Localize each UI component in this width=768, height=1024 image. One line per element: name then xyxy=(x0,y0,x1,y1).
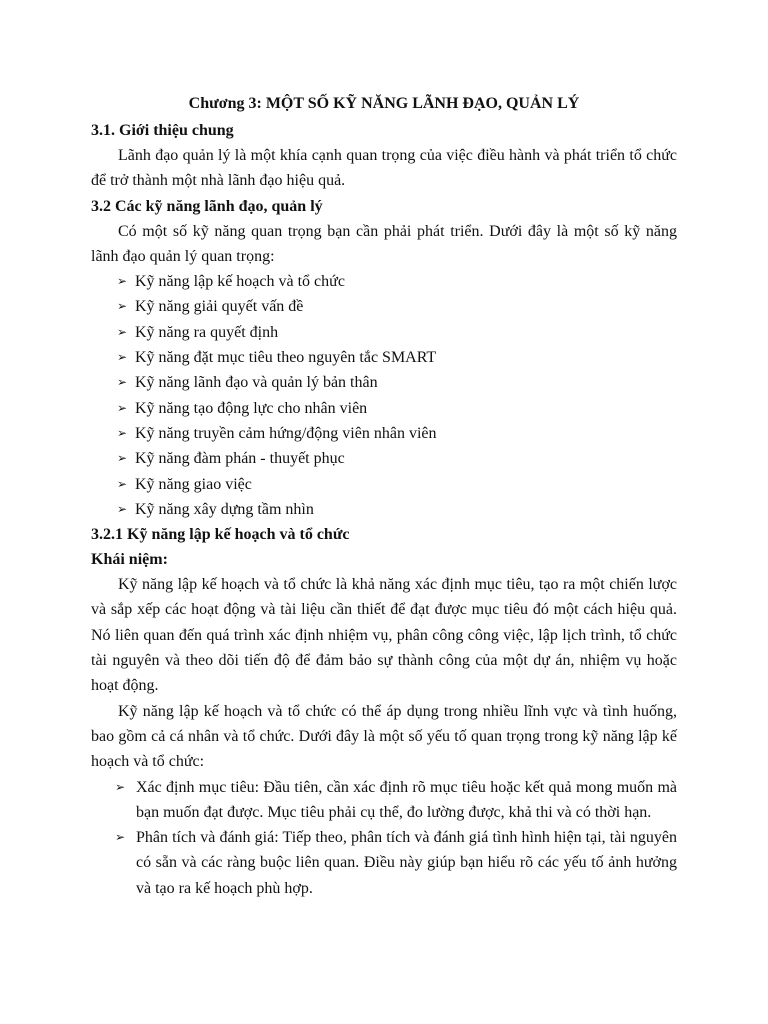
list-item-text: Kỹ năng đặt mục tiêu theo nguyên tắc SMART xyxy=(135,349,437,367)
list-item-text: Kỹ năng lập kế hoạch và tổ chức xyxy=(135,273,345,291)
section-3-2-paragraph: Có một số kỹ năng quan trọng bạn cần phải phát triển. Dưới đây là một số kỹ năng lãnh đạo quản lý quan trọng: xyxy=(91,222,677,265)
factors-list xyxy=(91,775,677,901)
list-item-text: Kỹ năng giao việc xyxy=(135,475,252,493)
skills-list xyxy=(91,269,677,522)
list-item xyxy=(91,472,677,497)
list-item xyxy=(91,345,677,370)
concept-paragraph-2: Kỹ năng lập kế hoạch và tổ chức có thể áp dụng trong nhiều lĩnh vực và tình huống, bao gồm cả cá nhân và tổ chức. Dưới đây là một số yếu tố quan trọng trong kỹ năng lập kế hoạch và tổ chức: xyxy=(91,702,677,771)
section-heading-3-2-1: 3.2.1 Kỹ năng lập kế hoạch và tổ chức xyxy=(91,526,350,544)
list-item-text: Kỹ năng lãnh đạo và quản lý bản thân xyxy=(135,374,378,392)
list-item-text: Kỹ năng đàm phán - thuyết phục xyxy=(135,450,345,468)
chapter-title: Chương 3: MỘT SỐ KỸ NĂNG LÃNH ĐẠO, QUẢN LÝ xyxy=(188,95,580,112)
section-heading-3-2: 3.2 Các kỹ năng lãnh đạo, quản lý xyxy=(91,197,323,215)
arrow-bullet-icon: ➢ xyxy=(117,476,128,491)
list-item-text: Phân tích và đánh giá: Tiếp theo, phân tích và đánh giá tình hình hiện tại, tài nguyên có sẵn và các ràng buộc liên quan. Điều này giúp bạn hiểu rõ các yếu tố ảnh hưởng và tạo ra kế hoạch phù hợp. xyxy=(136,829,677,897)
concept-paragraph-1: Kỹ năng lập kế hoạch và tổ chức là khả năng xác định mục tiêu, tạo ra một chiến lược và sắp xếp các hoạt động và tài liệu cần thiết để đạt được mục tiêu đó một cách hiệu quả. Nó liên quan đến quá trình xác định nhiệm vụ, phân công công việc, lập lịch trình, tổ chức tài nguyên và theo dõi tiến độ để đảm bảo sự thành công của một dự án, nhiệm vụ hoặc hoạt động. xyxy=(91,576,677,695)
arrow-bullet-icon: ➢ xyxy=(117,375,128,390)
list-item-text: Kỹ năng tạo động lực cho nhân viên xyxy=(135,399,368,417)
list-item-text: Xác định mục tiêu: Đầu tiên, cần xác định rõ mục tiêu hoặc kết quả mong muốn mà bạn muốn đạt được. Mục tiêu phải cụ thể, đo lường được, khả thi và có thời hạn. xyxy=(136,778,677,821)
list-item xyxy=(91,269,677,294)
list-item xyxy=(91,497,677,522)
arrow-bullet-icon: ➢ xyxy=(117,299,128,314)
list-item xyxy=(91,320,677,345)
arrow-bullet-icon: ➢ xyxy=(117,451,128,466)
list-item xyxy=(91,396,677,421)
list-item-text: Kỹ năng xây dựng tầm nhìn xyxy=(135,500,314,518)
arrow-bullet-icon: ➢ xyxy=(117,400,128,415)
list-item xyxy=(91,825,677,901)
list-item xyxy=(91,446,677,471)
section-heading-3-1: 3.1. Giới thiệu chung xyxy=(91,122,234,139)
list-item-text: Kỹ năng ra quyết định xyxy=(135,323,279,341)
document-page xyxy=(91,94,677,901)
list-item-text: Kỹ năng truyền cảm hứng/động viên nhân viên xyxy=(135,424,437,442)
section-3-1-paragraph: Lãnh đạo quản lý là một khía cạnh quan trọng của việc điều hành và phát triển tổ chức để trở thành một nhà lãnh đạo hiệu quả. xyxy=(91,147,677,190)
arrow-bullet-icon: ➢ xyxy=(117,501,128,516)
list-item xyxy=(91,775,677,826)
concept-heading: Khái niệm: xyxy=(91,551,168,569)
list-item xyxy=(91,294,677,319)
list-item xyxy=(91,421,677,446)
arrow-bullet-icon: ➢ xyxy=(117,324,128,339)
arrow-bullet-icon: ➢ xyxy=(117,425,128,440)
arrow-bullet-icon: ➢ xyxy=(115,779,126,794)
list-item xyxy=(91,370,677,395)
arrow-bullet-icon: ➢ xyxy=(115,830,126,845)
arrow-bullet-icon: ➢ xyxy=(117,274,128,289)
list-item-text: Kỹ năng giải quyết vấn đề xyxy=(135,298,304,316)
arrow-bullet-icon: ➢ xyxy=(117,350,128,365)
